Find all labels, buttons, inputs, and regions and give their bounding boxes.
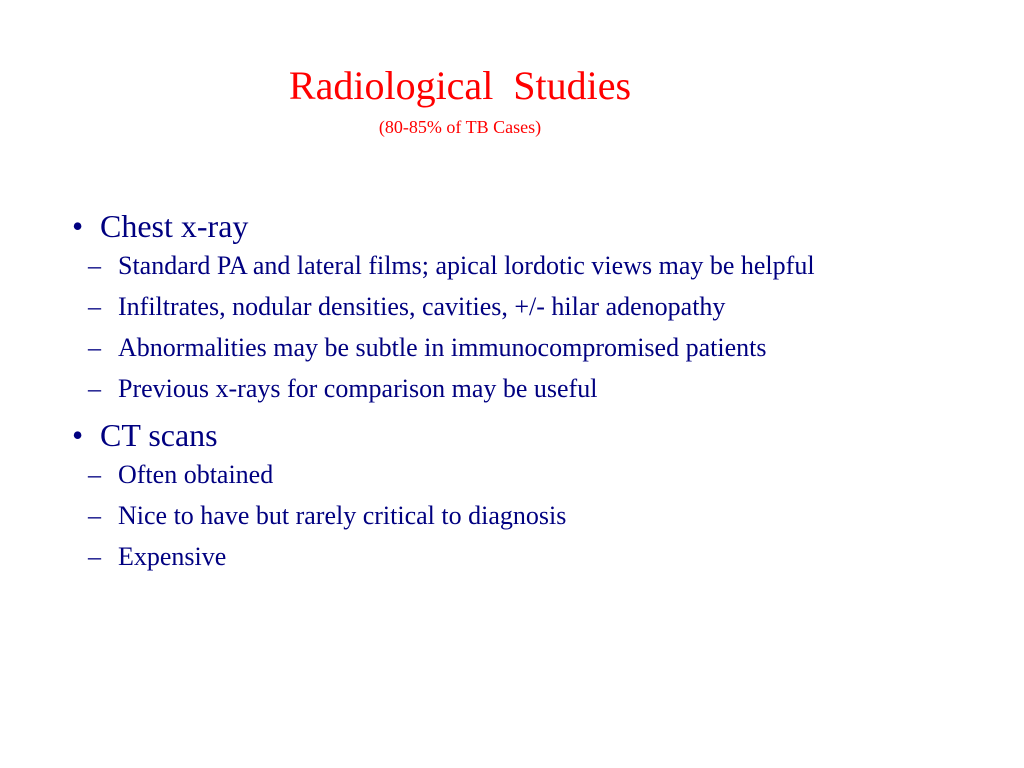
sub-bullet-item [72,500,878,532]
slide-title: Radiological Studies [288,63,632,108]
dash-icon: – [88,333,101,362]
sub-bullet-text: Infiltrates, nodular densities, cavities, +/- hilar adenopathy [118,292,726,321]
sub-bullet-list [72,250,952,405]
sub-bullet-text: Often obtained [118,460,274,489]
bullet-list [72,202,952,573]
sub-bullet-item [72,541,878,573]
sub-bullet-item [72,250,878,282]
bullet-icon: • [72,417,84,453]
sub-bullet-item [72,373,878,405]
bullet-text: CT scans [100,417,218,453]
bullet-item-chest-x-ray [72,206,952,246]
bullet-icon: • [72,208,84,244]
sub-bullet-text: Expensive [118,542,227,571]
dash-icon: – [88,542,101,571]
sub-bullet-text: Standard PA and lateral films; apical lordotic views may be helpful [118,251,815,280]
bullet-text: Chest x-ray [100,208,249,244]
sub-bullet-text: Abnormalities may be subtle in immunocompromised patients [118,333,767,362]
dash-icon: – [88,501,101,530]
sub-bullet-item [72,459,878,491]
sub-bullet-item [72,332,878,364]
slide-subtitle: (80-85% of TB Cases) [378,117,542,137]
sub-bullet-text: Nice to have but rarely critical to diagnosis [118,501,567,530]
dash-icon: – [88,460,101,489]
dash-icon: – [88,374,101,403]
sub-bullet-list [72,459,952,573]
bullet-item-ct-scans [72,415,952,455]
dash-icon: – [88,292,101,321]
sub-bullet-item [72,291,878,323]
dash-icon: – [88,251,101,280]
sub-bullet-text: Previous x-rays for comparison may be useful [118,374,598,403]
